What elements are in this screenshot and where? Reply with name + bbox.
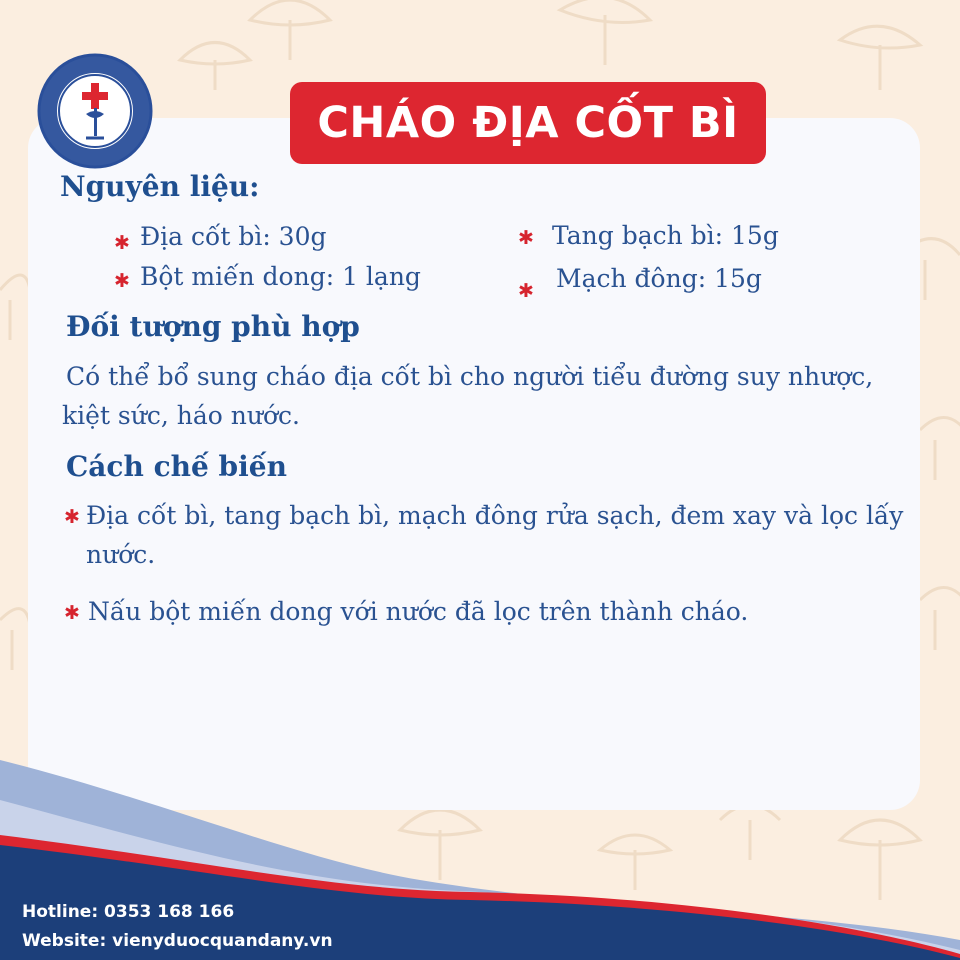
- ingredient-item: Mạch đông: 15g: [556, 264, 762, 293]
- website-link[interactable]: vienyduocquandany.vn: [112, 931, 333, 951]
- ingredient-item: Tang bạch bì: 15g: [552, 221, 779, 250]
- audience-text: Có thể bổ sung cháo địa cốt bì cho người tiểu đường suy nhược, kiệt sức, háo nước.: [62, 362, 874, 430]
- institute-logo: [36, 52, 154, 170]
- asterisk-bullet-icon: ✱: [64, 602, 80, 624]
- asterisk-bullet-icon: ✱: [518, 280, 534, 302]
- method-step: Địa cốt bì, tang bạch bì, mạch đông rửa sạch, đem xay và lọc lấy nước.: [86, 501, 904, 569]
- title-banner: [290, 82, 766, 164]
- method-step: Nấu bột miến dong với nước đã lọc trên thành cháo.: [88, 597, 749, 626]
- method-heading: Cách chế biến: [66, 450, 287, 483]
- asterisk-bullet-icon: ✱: [518, 227, 534, 249]
- asterisk-bullet-icon: ✱: [114, 270, 130, 292]
- hotline-number[interactable]: 0353 168 166: [104, 902, 235, 922]
- website-label: Website:: [22, 931, 107, 951]
- ingredients-heading: Nguyên liệu:: [60, 170, 260, 203]
- page-title: CHÁO ĐỊA CỐT BÌ: [317, 98, 739, 148]
- audience-heading: Đối tượng phù hợp: [66, 310, 360, 343]
- footer-website: [22, 931, 333, 951]
- asterisk-bullet-icon: ✱: [64, 506, 80, 528]
- footer-wave-decoration: [0, 740, 960, 960]
- ingredient-item: Bột miến dong: 1 lạng: [140, 262, 421, 291]
- asterisk-bullet-icon: ✱: [114, 232, 130, 254]
- footer-hotline: [22, 902, 234, 922]
- hotline-label: Hotline:: [22, 902, 99, 922]
- ingredient-item: Địa cốt bì: 30g: [140, 222, 327, 251]
